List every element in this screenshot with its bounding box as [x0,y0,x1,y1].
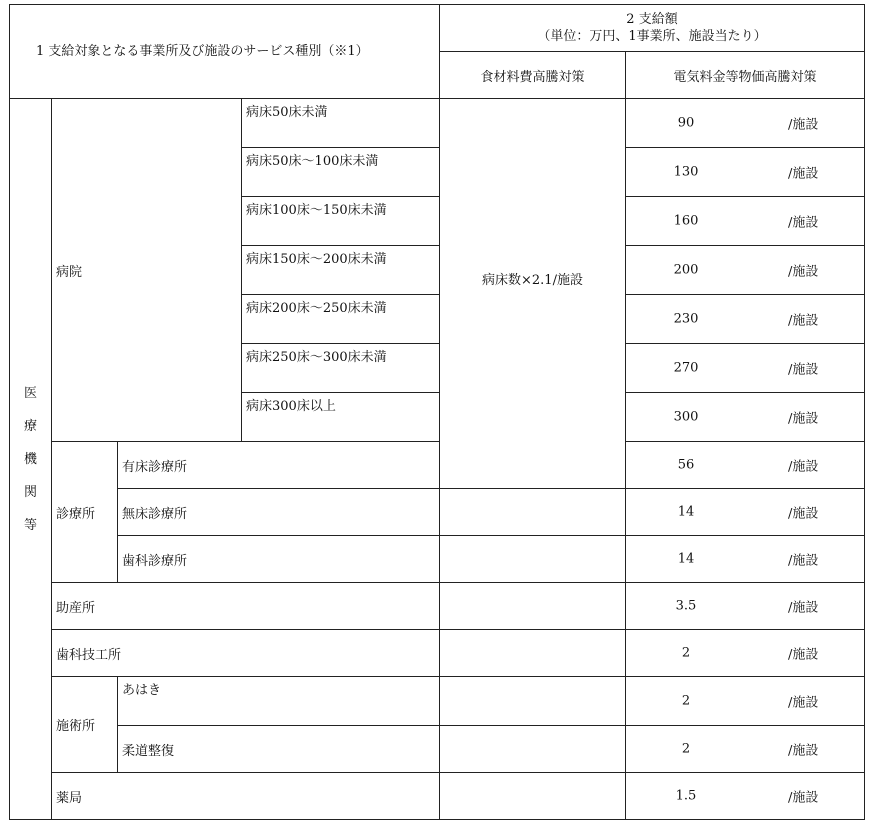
food-empty [440,726,626,773]
amount-cell [626,726,865,773]
header-payment [440,5,865,52]
amount-unit: /施設 [788,553,819,569]
table-row [10,773,865,820]
amount-cell [626,489,865,536]
amount-value: 300 [673,409,699,425]
clinic-type: 無床診療所 [118,489,440,536]
clinic-label: 診療所 [52,442,118,583]
amount-cell [626,246,865,295]
amount-value: 2 [681,741,691,757]
table-row [10,726,865,773]
amount-cell [626,393,865,442]
table-row [10,99,865,148]
food-empty [440,536,626,583]
practice-label: 施術所 [52,677,118,773]
practice-type: 柔道整復 [118,726,440,773]
bed-range: 病床50床～100床未満 [242,148,440,197]
header-payment-note: （単位：万円、1事業所、施設当たり） [537,29,767,44]
amount-unit: /施設 [788,743,819,759]
header-energy-col: 電気料金等物価高騰対策 [626,52,865,99]
amount-cell [626,630,865,677]
bed-range: 病床200床～250床未満 [242,295,440,344]
amount-unit: /施設 [788,166,819,182]
bed-range: 病床100床～150床未満 [242,197,440,246]
header-food-col: 食材料費高騰対策 [440,52,626,99]
bed-range: 病床250床～300床未満 [242,344,440,393]
table-row [10,677,865,726]
amount-value: 1.5 [675,788,697,804]
amount-unit: /施設 [788,459,819,475]
amount-cell [626,583,865,630]
bed-range: 病床150床～200床未満 [242,246,440,295]
food-empty [440,630,626,677]
bed-range: 病床50床未満 [242,99,440,148]
clinic-type: 有床診療所 [118,442,440,489]
pharmacy-label: 薬局 [52,773,440,820]
amount-value: 130 [673,164,699,180]
amount-value: 270 [673,360,699,376]
category-char: 等 [23,517,37,533]
hospital-label: 病院 [52,99,242,442]
category-char: 療 [23,418,37,434]
amount-unit: /施設 [788,117,819,133]
clinic-type: 歯科診療所 [118,536,440,583]
table-row [10,630,865,677]
practice-type: あはき [118,677,440,726]
category-char: 機 [23,451,37,467]
amount-value: 2 [681,645,691,661]
table-row [10,442,865,489]
table-row [10,489,865,536]
category-char: 医 [23,385,37,401]
amount-unit: /施設 [788,506,819,522]
amount-value: 56 [677,457,695,473]
table-row [10,536,865,583]
hospital-food-value: 病床数×2.1/施設 [440,99,626,489]
category-medical [10,99,52,820]
amount-value: 2 [681,693,691,709]
food-empty [440,583,626,630]
bed-range: 病床300床以上 [242,393,440,442]
table-row [10,583,865,630]
amount-unit: /施設 [788,215,819,231]
amount-unit: /施設 [788,411,819,427]
amount-unit: /施設 [788,695,819,711]
category-char: 関 [23,484,37,500]
amount-unit: /施設 [788,264,819,280]
midwife-label: 助産所 [52,583,440,630]
food-empty [440,489,626,536]
amount-value: 3.5 [675,598,697,614]
amount-value: 90 [677,115,695,131]
subsidy-table [9,4,865,820]
amount-value: 230 [673,311,699,327]
amount-cell [626,442,865,489]
amount-cell [626,197,865,246]
amount-unit: /施設 [788,362,819,378]
dental-lab-label: 歯科技工所 [52,630,440,677]
amount-cell [626,344,865,393]
amount-unit: /施設 [788,647,819,663]
amount-cell [626,536,865,583]
amount-unit: /施設 [788,313,819,329]
amount-cell [626,773,865,820]
amount-unit: /施設 [788,790,819,806]
amount-value: 14 [677,504,695,520]
food-empty [440,677,626,726]
header-payment-title: 2 支給額 [626,12,678,27]
amount-cell [626,99,865,148]
amount-value: 160 [673,213,699,229]
amount-cell [626,148,865,197]
amount-cell [626,295,865,344]
food-empty [440,773,626,820]
amount-cell [626,677,865,726]
amount-unit: /施設 [788,600,819,616]
amount-value: 14 [677,551,695,567]
amount-value: 200 [673,262,699,278]
header-service-type: 1 支給対象となる事業所及び施設のサービス種別（※1） [10,5,440,99]
